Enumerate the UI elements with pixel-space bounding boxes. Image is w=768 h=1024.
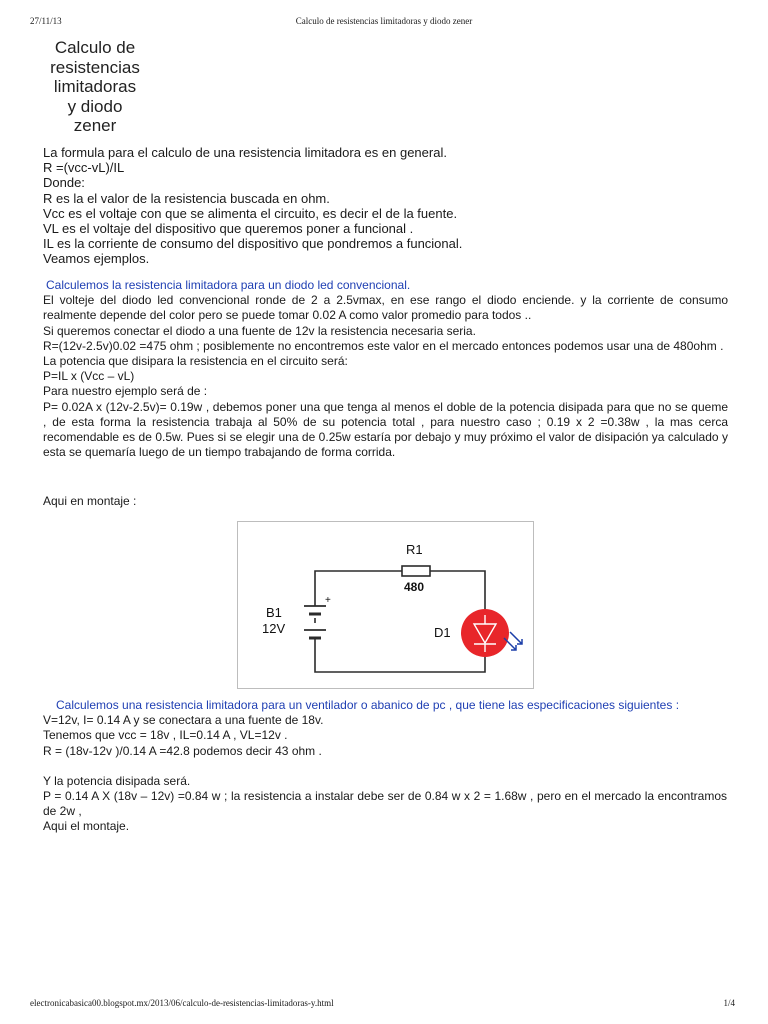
resistor-symbol [402, 566, 430, 576]
footer-url[interactable]: electronicabasica00.blogspot.mx/2013/06/calculo-de-resistencias-limitadoras-y.html [30, 998, 334, 1008]
title-line: resistencias [50, 57, 140, 77]
resistor-name-label: R1 [406, 542, 423, 557]
intro-line: La formula para el calculo de una resistencia limitadora es en general. [43, 145, 447, 160]
paragraph: Y la potencia disipada será. [43, 773, 191, 788]
paragraph: Tenemos que vcc = 18v , IL=0.14 A , VL=12v . [43, 728, 288, 743]
circuit-wires [315, 571, 485, 672]
wire-top-right [430, 571, 485, 615]
paragraph: R=(12v-2.5v)0.02 =475 ohm ; posiblemente no encontremos este valor en el mercado entonces podemos usar una de 480ohm . [43, 338, 724, 353]
paragraph: Si queremos conectar el diodo a una fuente de 12v la resistencia necesaria seria. [43, 323, 476, 338]
example-led-heading: Calculemos la resistencia limitadora para un diodo led convencional. [46, 278, 411, 292]
circuit-diagram [237, 521, 534, 689]
paragraph: R = (18v-12v )/0.14 A =42.8 podemos decir 43 ohm . [43, 743, 322, 758]
intro-line: VL es el voltaje del dispositivo que queremos poner a funcional . [43, 221, 414, 237]
header-title: Calculo de resistencias limitadoras y diodo zener [295, 16, 473, 26]
light-arrow [510, 632, 522, 644]
diode-name-label: D1 [434, 625, 451, 640]
battery-name-label: B1 [266, 605, 282, 620]
led-symbol [461, 609, 509, 657]
paragraph: La potencia que disipara la resistencia en el circuito será: [43, 354, 348, 369]
paragraph: P= 0.02A x (12v-2.5v)= 0.19w , debemos poner una que tenga al menos el doble de la potencia disipada para que no se queme , de esta forma la resistencia trabaja al 50% de su potencia total , para nuestro caso ; 0.19 x 2 =0.38w , la mas cerca recomendable es de 0.5w. Pues si se elegir una de 0.25w estaría por debajo y muy próximo el valor de disipación ya calculado y esta se quemaría luego de un tiempo trabajando de forma corrida. [43, 399, 728, 460]
example-led-section [43, 278, 728, 460]
intro-formula: R =(vcc-vL)/IL [43, 160, 125, 176]
title-line: Calculo de [54, 38, 136, 57]
page-number: 1/4 [723, 998, 735, 1008]
paragraph: V=12v, I= 0.14 A y se conectara a una fuente de 18v. [43, 713, 324, 728]
title-line: zener [73, 116, 117, 136]
intro-line: Vcc es el voltaje con que se alimenta el circuito, es decir el de la fuente. [43, 205, 458, 221]
document-title [38, 38, 152, 136]
intro-line: Veamos ejemplos. [43, 251, 150, 267]
resistor-value-label: 480 [404, 580, 425, 594]
wire-right-bottom [315, 640, 485, 672]
intro-line: Donde: [43, 175, 85, 191]
battery-plus-label: + [325, 595, 331, 606]
battery-voltage-label: 12V [262, 621, 286, 636]
title-line: limitadoras [53, 77, 137, 97]
paragraph: Aqui el montaje. [43, 819, 130, 834]
example-fan-section [43, 698, 727, 835]
battery-symbol [304, 599, 326, 640]
example-fan-heading: Calculemos una resistencia limitadora para un ventilador o abanico de pc , que tiene las especificaciones siguientes : [56, 698, 680, 712]
montaje-label: Aqui en montaje : [43, 494, 137, 508]
intro-line: R es la el valor de la resistencia buscada en ohm. [43, 190, 330, 206]
paragraph: El volteje del diodo led convencional ronde de 2 a 2.5vmax, en ese rango el diodo enciende. y la corriente de consumo realmente depende del color pero se puede tomar 0.02 A como valor promedio para todos .. [43, 293, 728, 323]
intro-section [43, 145, 743, 267]
header-date: 27/11/13 [30, 16, 62, 26]
paragraph: P=IL x (Vcc – vL) [43, 369, 135, 384]
paragraph: P = 0.14 A X (18v – 12v) =0.84 w ; la resistencia a instalar debe ser de 0.84 w x 2 = 1.68w , pero en el mercado la encontramos de 2w , [43, 789, 727, 819]
paragraph: Para nuestro ejemplo será de : [43, 384, 208, 399]
title-line: y diodo [67, 96, 123, 116]
intro-line: IL es la corriente de consumo del dispositivo que pondremos a funcional. [43, 236, 463, 252]
